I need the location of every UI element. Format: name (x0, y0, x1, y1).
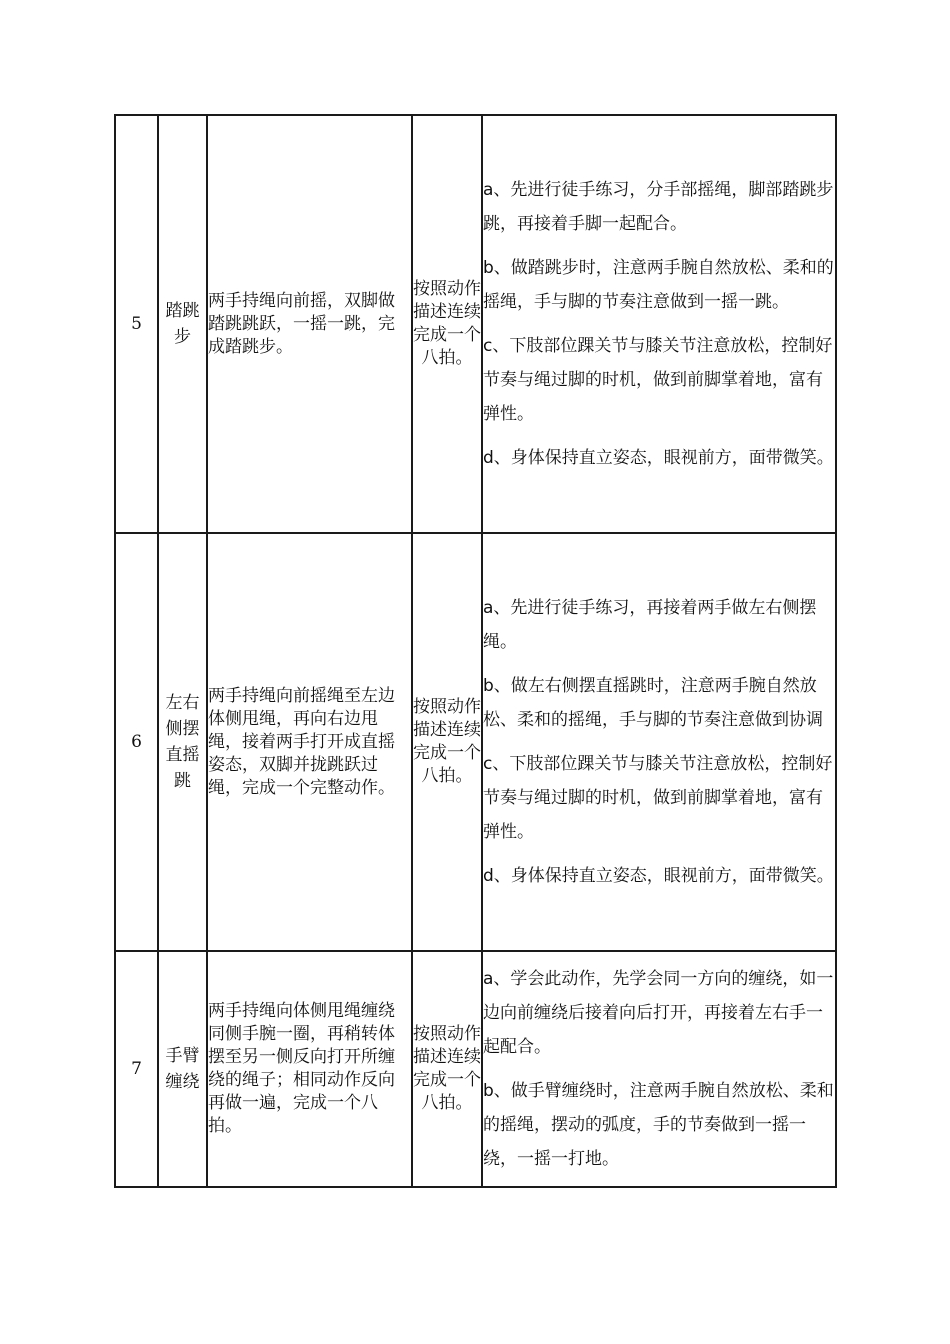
exercise-beat-requirement: 按照动作描述连续完成一个八拍。 (412, 533, 482, 951)
note-letter: a (483, 969, 494, 989)
exercise-notes (482, 533, 836, 951)
row-number: 5 (115, 115, 158, 533)
note-text: 、学会此动作，先学会同一方向的缠绕，如一边向前缠绕后接着向后打开，再接着左右手一起配合。 (483, 969, 834, 1057)
exercise-name: 左右侧摆直摇跳 (158, 533, 207, 951)
note-item (483, 1074, 835, 1176)
exercise-name: 踏跳步 (158, 115, 207, 533)
note-text: 、做踏跳步时，注意两手腕自然放松、柔和的摇绳，手与脚的节奏注意做到一摇一跳。 (483, 258, 834, 312)
note-letter: d (483, 866, 494, 886)
exercise-beat-requirement: 按照动作描述连续完成一个八拍。 (412, 951, 482, 1187)
note-item (483, 173, 835, 241)
exercise-description: 两手持绳向前摇绳至左边体侧甩绳，再向右边甩绳，接着两手打开成直摇姿态，双脚并拢跳跃过绳，完成一个完整动作。 (207, 533, 412, 951)
table-row (115, 951, 836, 1187)
row-number: 7 (115, 951, 158, 1187)
note-text: 、先进行徒手练习，再接着两手做左右侧摆绳。 (483, 598, 817, 652)
note-text: 、下肢部位踝关节与膝关节注意放松，控制好节奏与绳过脚的时机，做到前脚掌着地，富有弹性。 (483, 754, 833, 842)
note-letter: b (483, 1081, 494, 1101)
note-letter: b (483, 258, 494, 278)
note-text: 、下肢部位踝关节与膝关节注意放松，控制好节奏与绳过脚的时机，做到前脚掌着地，富有弹性。 (483, 336, 833, 424)
note-item (483, 591, 835, 659)
note-text: 、做左右侧摆直摇跳时，注意两手腕自然放松、柔和的摇绳，手与脚的节奏注意做到协调 (483, 676, 823, 730)
note-letter: c (483, 336, 493, 356)
table-row (115, 115, 836, 533)
exercise-description: 两手持绳向前摇，双脚做踏跳跳跃，一摇一跳，完成踏跳步。 (207, 115, 412, 533)
note-item (483, 251, 835, 319)
note-item (483, 329, 835, 431)
exercise-table (114, 114, 837, 1188)
table-row (115, 533, 836, 951)
note-text: 、身体保持直立姿态，眼视前方，面带微笑。 (493, 448, 834, 468)
note-text: 、先进行徒手练习，分手部摇绳，脚部踏跳步跳，再接着手脚一起配合。 (483, 180, 834, 234)
note-item (483, 669, 835, 737)
note-item (483, 441, 835, 475)
note-item (483, 859, 835, 893)
note-letter: a (483, 598, 494, 618)
row-number: 6 (115, 533, 158, 951)
exercise-name: 手臂缠绕 (158, 951, 207, 1187)
exercise-beat-requirement: 按照动作描述连续完成一个八拍。 (412, 115, 482, 533)
note-letter: c (483, 754, 493, 774)
exercise-description: 两手持绳向体侧甩绳缠绕同侧手腕一圈，再稍转体摆至另一侧反向打开所缠绕的绳子；相同动作反向再做一遍，完成一个八拍。 (207, 951, 412, 1187)
exercise-notes (482, 115, 836, 533)
note-letter: b (483, 676, 494, 696)
note-item (483, 747, 835, 849)
exercise-notes (482, 951, 836, 1187)
note-letter: d (483, 448, 494, 468)
note-text: 、身体保持直立姿态，眼视前方，面带微笑。 (493, 866, 834, 886)
note-item (483, 962, 835, 1064)
note-text: 、做手臂缠绕时，注意两手腕自然放松、柔和的摇绳，摆动的弧度，手的节奏做到一摇一绕，一摇一打地。 (483, 1081, 834, 1169)
note-letter: a (483, 180, 494, 200)
